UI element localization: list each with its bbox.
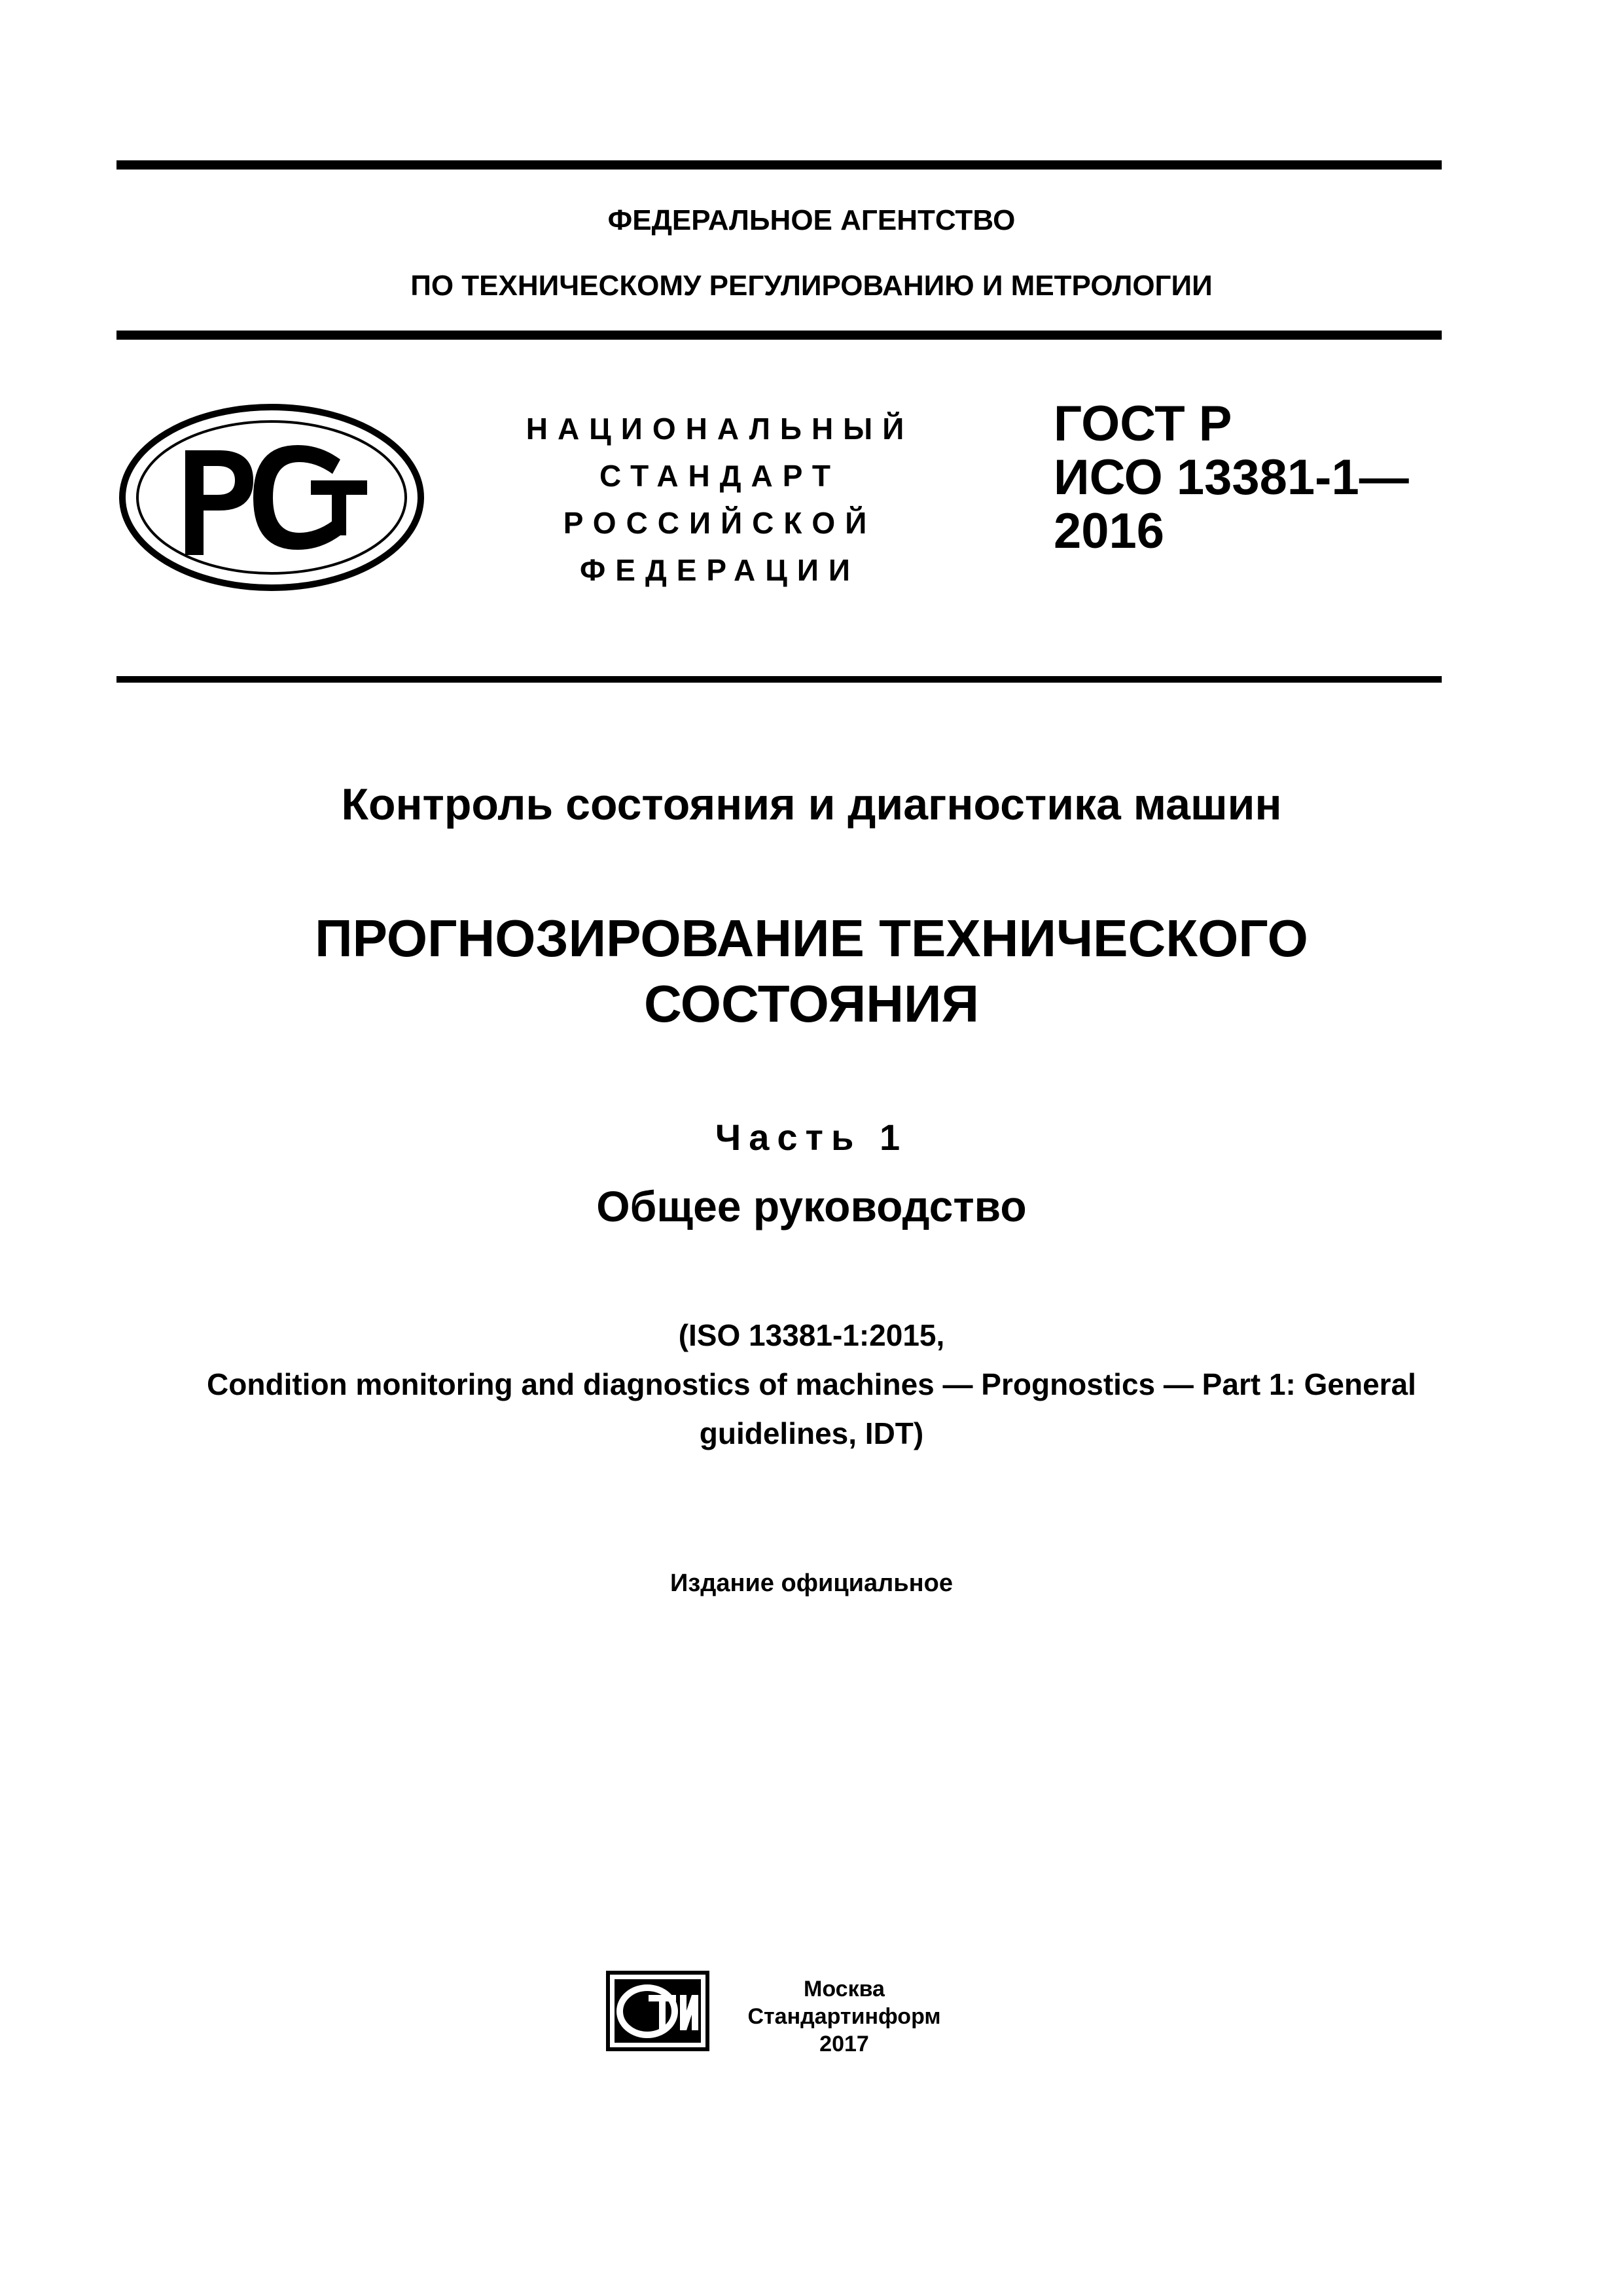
iso-reference-line-2: Condition monitoring and diagnostics of machines — Prognostics — Part 1: General xyxy=(207,1367,1416,1401)
national-standard-line-2: СТАНДАРТ xyxy=(599,459,840,493)
agency-line-2: ПО ТЕХНИЧЕСКОМУ РЕГУЛИРОВАНИЮ И МЕТРОЛОГИИ xyxy=(410,270,1213,302)
national-standard-line-1: НАЦИОНАЛЬНЫЙ xyxy=(526,412,914,446)
header-rule xyxy=(116,331,1442,340)
national-standard-line-3: РОССИЙСКОЙ xyxy=(563,506,877,540)
main-title-line-1: ПРОГНОЗИРОВАНИЕ ТЕХНИЧЕСКОГО xyxy=(315,909,1308,967)
publisher-name: Стандартинформ xyxy=(747,2004,941,2029)
iso-reference-line-3: guidelines, IDT) xyxy=(699,1416,924,1450)
part-name: Общее руководство xyxy=(596,1182,1027,1230)
iso-reference-line-1: (ISO 13381-1:2015, xyxy=(678,1318,945,1352)
part-number: Часть 1 xyxy=(715,1117,908,1158)
standartinform-logo-icon xyxy=(605,1970,710,2052)
designation-line-2: ИСО 13381-1— xyxy=(1054,450,1409,505)
edition-label: Издание официальное xyxy=(670,1570,953,1597)
designation-line-1: ГОСТ Р xyxy=(1054,396,1232,452)
publisher-year: 2017 xyxy=(819,2032,869,2056)
designation-line-3: 2016 xyxy=(1054,503,1165,559)
publisher-info xyxy=(746,1975,942,2058)
publisher-city: Москва xyxy=(804,1977,885,2001)
agency-line-1: ФЕДЕРАЛЬНОЕ АГЕНТСТВО xyxy=(607,204,1016,236)
top-rule xyxy=(116,160,1442,170)
national-standard-line-4: ФЕДЕРАЦИИ xyxy=(580,553,860,587)
document-subject: Контроль состояния и диагностика машин xyxy=(341,780,1282,829)
main-title-line-2: СОСТОЯНИЯ xyxy=(643,975,980,1033)
rst-emblem-icon xyxy=(115,399,429,596)
designation-rule xyxy=(116,676,1442,683)
